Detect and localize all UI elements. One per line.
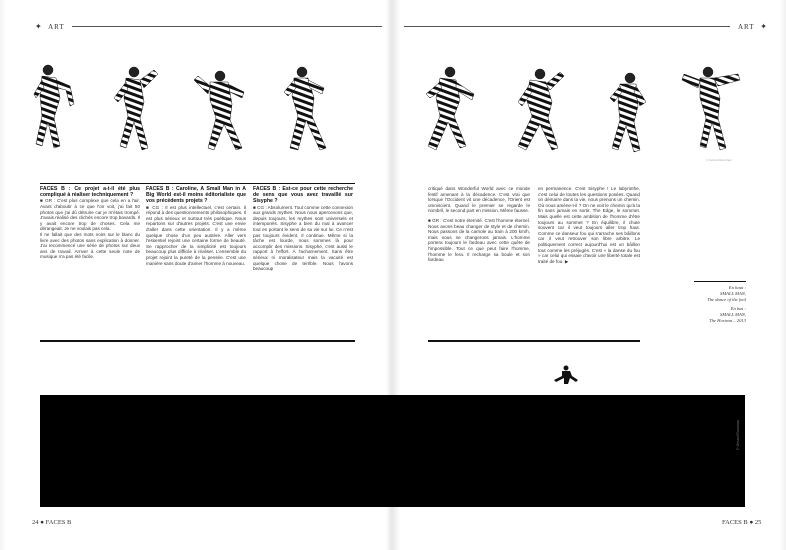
section-label: ART: [48, 23, 65, 31]
dancer-figure: [194, 71, 244, 150]
dancer-figure: [426, 67, 474, 150]
dancer-figure: [284, 67, 326, 150]
horizon-photo-credit: © Gérard Rancinan: [736, 419, 740, 450]
caption-top-subtitle: The dance of the fool: [707, 296, 746, 302]
interview-question: FACES B : Est-ce pour cette recherche de sens que vous avez travaillé sur Sisyphe ?: [253, 186, 353, 205]
section-label: ART: [738, 23, 755, 31]
caption-bottom-label: En bas :: [730, 306, 746, 312]
article-column-5: [538, 186, 640, 264]
interview-answer-continued: en permanence. C'est Sisyphe ! Le labyrinthe, c'est celui de toutes les questions posées. Quand on démarre dans la vie, nous prenons un chemin. Où nous amène-t-il ? On ne voit le chemin qu'à la fin sans jamais en sortir. The Edge, le sommet. Mais quelle est cette ambition de l'homme d'être toujours au sommet ? En équilibre, il chute souvent car il veut toujours aller trop haut. Comme ce danseur fou qui s'arrache ses bâillons car il veut retrouver son libre arbitre. Le politiquement correct aujourd'hui est un bâillon tout comme les préjugés. C'est « la danse du fou » car celui qui essaie d'avoir une liberté totale est traité de fou. ▶: [538, 186, 640, 264]
article-column-3: [253, 186, 353, 272]
caption-top-title: SMALL MAN,: [720, 290, 746, 296]
interview-question: FACES B : Caroline, A Small Man in A Big World est-il moins éditorialiste que vos précédents projets ?: [146, 186, 246, 205]
header-rule-left: [72, 26, 382, 27]
column-top-rule-left: [40, 183, 355, 184]
star-icon: ✦: [35, 22, 43, 31]
horizon-photo: [40, 395, 745, 507]
dancer-figure: [114, 67, 158, 150]
interview-answer: ■ GR : C'est notre éternité. C'est l'homme éternel. Nous avons beau changer de style et de chemin. Nous passons de la carriole au train à 200 km/h, mais nous ne changerons jamais. L'homme portera toujours le fardeau avec cette quête de l'impossible. Tout ce que peut faire l'homme, l'homme le fera. Il recharge sa boule et son fardeau: [428, 217, 530, 263]
interview-answer: ■ CG : Il est plus intellectuel, c'est certain. Il répond à des questionnements philosophiques. Il est plus sérieux et surtout très poétique. Nous repartons sur d'autres projets. C'est une envie d'aller dans cette orientation. Il y a même quelque chose d'un peu austère. Aller vers l'essentiel rejoint une certaine forme de beauté. Se rapprocher de la simplicité est toujours beaucoup plus difficile à réaliser. L'ensemble du projet rejoint la pureté de la pensée. C'est une manière sans doute d'aimer l'homme à nouveau.: [146, 204, 246, 266]
column-bottom-rule-left: [40, 340, 355, 342]
jumping-figure-icon: [552, 364, 580, 386]
caption-top-label: En haut :: [728, 285, 746, 290]
dancer-figures-right: [410, 58, 760, 160]
dancer-photo-strip-left: [30, 58, 360, 160]
dancer-figure: [682, 67, 740, 150]
interview-answer: ■ CG : Absolument. Tout comme cette connexion aux grands mythes. Nous nous apercevons que, depuis toujours, les mythes sont universels et intemporels. Sisyphe a bien du mal à avancer tout en portant le sens de sa vie sur lui. Ce n'est pas toujours évident. Il continue. Même si la tâche est lourde, nous sommes là pour accomplir des missions. Sisyphe, c'est aussi le rapport à l'effort. À l'acharnement. Sans être sérieux ni moralisateur mais la vacuité est quelque chose de terrible. Nous l'avons beaucoup: [253, 204, 353, 272]
photo-caption: [707, 285, 746, 324]
star-icon: ✦: [760, 22, 768, 31]
dancer-photo-strip-right: [410, 58, 760, 160]
section-header-left: [32, 22, 65, 31]
page-footer-left: 24 ● FACES B: [32, 519, 72, 526]
dancer-figure: [610, 73, 646, 152]
dancer-figure: [518, 69, 564, 150]
article-column-2: [146, 186, 246, 266]
interview-answer-continued: Il ne fallait que des mots noirs sur le blanc du livre avec des photos sans explication à donner. J'ai recommencé une série de photos sur deux ans de travail. Arriver à cette seule note de musique n'a pas été facile.: [40, 231, 140, 260]
interview-answer: ■ GR : C'est plus complexe que cela en a l'air. Avant d'aboutir à ce que l'on voit, j'ai fait 50 photos que j'ai dû détruire car je m'étais trompé. J'avais réalisé des clichés encore trop bavards. Il y avait encore trop de choses. Cela me dérangeait. Je ne voulais pas cela.: [40, 198, 140, 232]
caption-bottom-subtitle: The Horizon – 2013: [709, 317, 746, 323]
interview-question: FACES B : Ce projet a-t-il été plus compliqué à réaliser techniquement ?: [40, 186, 140, 199]
dancer-figures-left: [30, 58, 360, 160]
article-column-4: [428, 186, 530, 263]
jumping-figure-photo: [552, 364, 580, 386]
interview-answer-continued: critiqué dans Wonderful World avec ce monde festif amenant à la décadence. C'est vrai que lorsque l'Occident vit une décadence, l'Orient est omniscient. Quand le premier se regarde le nombril, le second part en mission. Même fausse.: [428, 186, 530, 214]
dancer-figure: [34, 65, 74, 148]
section-header-right: [738, 22, 771, 31]
photo-credit: © Gérard Rancinan: [706, 158, 732, 162]
page-footer-right: FACES B ● 25: [722, 519, 762, 526]
article-column-1: [40, 186, 140, 260]
caption-rule: [694, 281, 746, 282]
caption-bottom-title: SMALL MAN,: [720, 312, 746, 318]
column-bottom-rule-right: [428, 340, 640, 342]
header-rule-right: [404, 26, 730, 27]
